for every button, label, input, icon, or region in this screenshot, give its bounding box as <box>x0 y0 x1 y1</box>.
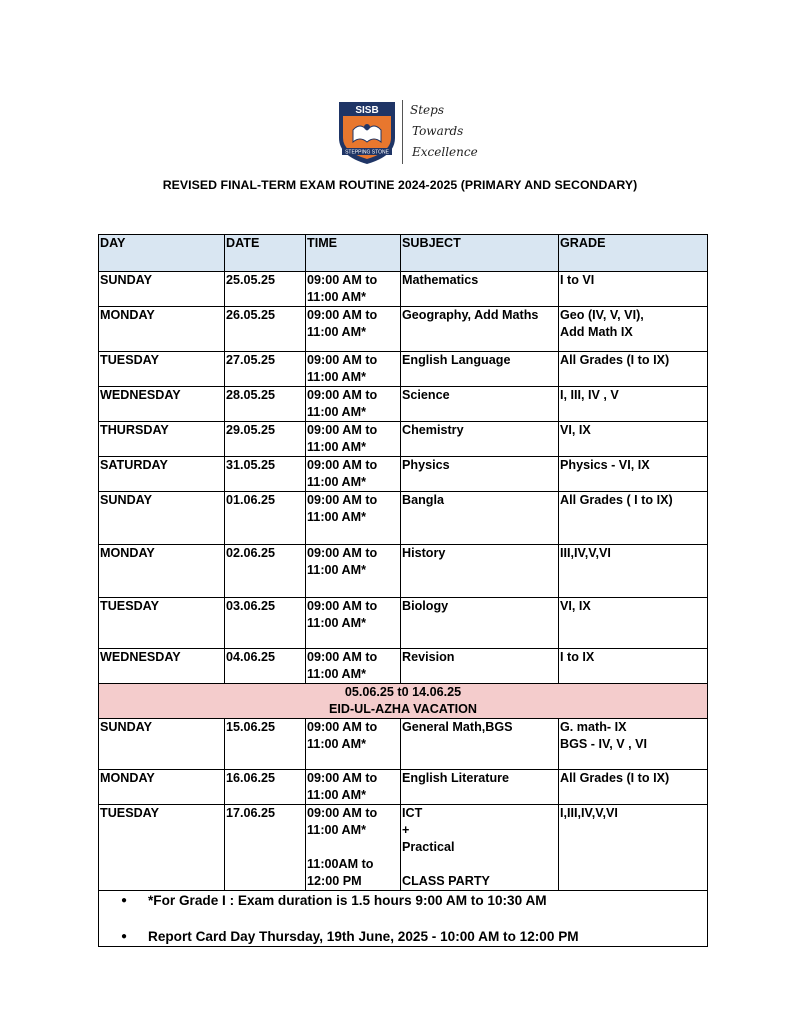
time-cell-line: 11:00 AM* <box>307 563 367 577</box>
tagline-line: Steps <box>410 103 444 117</box>
time-cell-line: 09:00 AM to <box>307 308 378 322</box>
time-cell-line: 11:00 AM* <box>307 823 367 837</box>
date-cell: 03.06.25 <box>225 598 306 649</box>
time-cell-line: 09:00 AM to <box>307 806 378 820</box>
date-cell: 31.05.25 <box>225 457 306 492</box>
time-cell <box>306 545 401 598</box>
grade-cell-line: BGS - IV, V , VI <box>560 737 648 751</box>
grade-cell <box>559 545 708 598</box>
subject-cell-line <box>402 856 557 873</box>
subject-cell <box>401 770 559 805</box>
logo-org-text: SISB <box>355 105 379 116</box>
time-cell-line: 11:00AM to <box>307 857 374 871</box>
time-cell <box>306 770 401 805</box>
school-logo <box>336 98 486 168</box>
date-cell: 27.05.25 <box>225 352 306 387</box>
day-cell: SATURDAY <box>99 457 225 492</box>
grade-cell <box>559 598 708 649</box>
day-cell: MONDAY <box>99 545 225 598</box>
subject-cell-line: + <box>402 823 410 837</box>
page-title: REVISED FINAL-TERM EXAM ROUTINE 2024-2025 (PRIMARY AND SECONDARY) <box>162 178 638 192</box>
time-cell-line: 11:00 AM* <box>307 440 367 454</box>
grade-cell <box>559 457 708 492</box>
subject-cell-line: English Literature <box>402 771 510 785</box>
notes-row <box>99 891 708 947</box>
tagline-line: Towards <box>412 124 464 138</box>
grade-cell-line: I,III,IV,V,VI <box>560 806 618 820</box>
vacation-cell <box>99 684 708 719</box>
grade-cell <box>559 422 708 457</box>
day-cell: WEDNESDAY <box>99 387 225 422</box>
subject-cell-line: ICT <box>402 806 423 820</box>
subject-cell-line: Science <box>402 388 450 402</box>
subject-cell <box>401 387 559 422</box>
time-cell <box>306 352 401 387</box>
table-row <box>99 545 708 598</box>
table-header-row <box>99 235 708 272</box>
time-cell-line: 09:00 AM to <box>307 771 378 785</box>
date-cell: 17.06.25 <box>225 805 306 891</box>
subject-cell <box>401 422 559 457</box>
subject-cell <box>401 457 559 492</box>
table-row <box>99 805 708 891</box>
vacation-dates: 05.06.25 t0 14.06.25 <box>344 685 462 699</box>
table-row <box>99 307 708 352</box>
sisb-crest-icon <box>336 98 398 166</box>
time-cell-line: 11:00 AM* <box>307 475 367 489</box>
grade-cell-line: I to IX <box>560 650 595 664</box>
time-cell-line: 09:00 AM to <box>307 546 378 560</box>
header-subject: SUBJECT <box>401 235 559 272</box>
grade-cell <box>559 805 708 891</box>
subject-cell-line: Bangla <box>402 493 444 507</box>
bullet-icon: ● <box>120 930 128 942</box>
time-cell-line: 11:00 AM* <box>307 370 367 384</box>
date-cell: 01.06.25 <box>225 492 306 545</box>
date-cell: 16.06.25 <box>225 770 306 805</box>
time-cell-line: 11:00 AM* <box>307 737 367 751</box>
date-cell: 15.06.25 <box>225 719 306 770</box>
date-cell: 26.05.25 <box>225 307 306 352</box>
note-item <box>100 927 706 945</box>
table-row <box>99 492 708 545</box>
subject-cell <box>401 307 559 352</box>
time-cell-line: 12:00 PM <box>307 874 362 888</box>
time-cell-line: 09:00 AM to <box>307 273 378 287</box>
day-cell: SUNDAY <box>99 719 225 770</box>
subject-cell <box>401 598 559 649</box>
table-row <box>99 457 708 492</box>
grade-cell <box>559 352 708 387</box>
time-cell-line: 11:00 AM* <box>307 325 367 339</box>
notes-cell <box>99 891 708 947</box>
grade-cell-line: Geo (IV, V, VI), <box>560 308 644 322</box>
grade-cell-line: Add Math IX <box>560 325 633 339</box>
subject-cell <box>401 719 559 770</box>
day-cell: THURSDAY <box>99 422 225 457</box>
day-cell: MONDAY <box>99 307 225 352</box>
subject-cell-line: General Math,BGS <box>402 720 513 734</box>
table-row <box>99 719 708 770</box>
subject-cell-line: Practical <box>402 840 455 854</box>
time-cell <box>306 492 401 545</box>
date-cell: 25.05.25 <box>225 272 306 307</box>
table-row <box>99 422 708 457</box>
time-cell-line: 09:00 AM to <box>307 388 378 402</box>
note-text: *For Grade I : Exam duration is 1.5 hours 9:00 AM to 10:30 AM <box>148 892 547 908</box>
table-row <box>99 770 708 805</box>
grade-cell-line: G. math- IX <box>560 720 627 734</box>
subject-cell-line: Mathematics <box>402 273 479 287</box>
grade-cell <box>559 492 708 545</box>
date-cell: 29.05.25 <box>225 422 306 457</box>
vacation-row <box>99 684 708 719</box>
grade-cell-line: Physics - VI, IX <box>560 458 650 472</box>
grade-cell-line: I to VI <box>560 273 595 287</box>
grade-cell <box>559 387 708 422</box>
time-cell-line: 09:00 AM to <box>307 599 378 613</box>
date-cell: 28.05.25 <box>225 387 306 422</box>
subject-cell <box>401 649 559 684</box>
subject-cell-line: Revision <box>402 650 455 664</box>
note-text: Report Card Day Thursday, 19th June, 2025 - 10:00 AM to 12:00 PM <box>148 928 579 944</box>
subject-cell-line: Geography, Add Maths <box>402 308 539 322</box>
time-cell <box>306 719 401 770</box>
grade-cell <box>559 307 708 352</box>
time-cell-line <box>307 839 399 856</box>
date-cell: 02.06.25 <box>225 545 306 598</box>
time-cell-line: 11:00 AM* <box>307 667 367 681</box>
table-row <box>99 598 708 649</box>
time-cell <box>306 805 401 891</box>
subject-cell-line: English Language <box>402 353 511 367</box>
time-cell <box>306 457 401 492</box>
subject-cell-line: CLASS PARTY <box>402 874 490 888</box>
time-cell <box>306 272 401 307</box>
grade-cell-line: All Grades (I to IX) <box>560 353 670 367</box>
grade-cell-line: All Grades (I to IX) <box>560 771 670 785</box>
grade-cell-line: All Grades ( I to IX) <box>560 493 673 507</box>
table-row <box>99 387 708 422</box>
time-cell-line: 11:00 AM* <box>307 616 367 630</box>
time-cell <box>306 649 401 684</box>
time-cell <box>306 598 401 649</box>
header-date: DATE <box>225 235 306 272</box>
tagline-line: Excellence <box>412 145 478 159</box>
day-cell: WEDNESDAY <box>99 649 225 684</box>
day-cell: SUNDAY <box>99 492 225 545</box>
logo-band-text: STEPPING STONE <box>345 149 389 156</box>
time-cell <box>306 307 401 352</box>
table-row <box>99 272 708 307</box>
header-time: TIME <box>306 235 401 272</box>
time-cell-line: 09:00 AM to <box>307 720 378 734</box>
exam-routine-table <box>98 234 708 947</box>
time-cell-line: 11:00 AM* <box>307 788 367 802</box>
day-cell: SUNDAY <box>99 272 225 307</box>
subject-cell-line: Chemistry <box>402 423 464 437</box>
grade-cell-line: VI, IX <box>560 599 591 613</box>
vacation-label: EID-UL-AZHA VACATION <box>328 702 478 716</box>
grade-cell <box>559 649 708 684</box>
day-cell: TUESDAY <box>99 805 225 891</box>
time-cell <box>306 422 401 457</box>
subject-cell-line: Biology <box>402 599 449 613</box>
subject-cell-line: History <box>402 546 446 560</box>
day-cell: TUESDAY <box>99 352 225 387</box>
time-cell-line: 11:00 AM* <box>307 405 367 419</box>
grade-cell-line: I, III, IV , V <box>560 388 619 402</box>
table-row <box>99 649 708 684</box>
subject-cell <box>401 492 559 545</box>
time-cell-line: 09:00 AM to <box>307 423 378 437</box>
time-cell-line: 09:00 AM to <box>307 650 378 664</box>
date-cell: 04.06.25 <box>225 649 306 684</box>
subject-cell <box>401 805 559 891</box>
time-cell-line: 09:00 AM to <box>307 353 378 367</box>
grade-cell-line: VI, IX <box>560 423 591 437</box>
logo-divider <box>402 100 403 164</box>
grade-cell <box>559 719 708 770</box>
time-cell-line: 09:00 AM to <box>307 493 378 507</box>
grade-cell <box>559 272 708 307</box>
grade-cell <box>559 770 708 805</box>
subject-cell <box>401 272 559 307</box>
time-cell-line: 09:00 AM to <box>307 458 378 472</box>
day-cell: TUESDAY <box>99 598 225 649</box>
grade-cell-line: III,IV,V,VI <box>560 546 611 560</box>
time-cell-line: 11:00 AM* <box>307 290 367 304</box>
note-item <box>100 891 706 909</box>
header-day: DAY <box>99 235 225 272</box>
subject-cell <box>401 352 559 387</box>
time-cell <box>306 387 401 422</box>
subject-cell-line: Physics <box>402 458 450 472</box>
time-cell-line: 11:00 AM* <box>307 510 367 524</box>
header-grade: GRADE <box>559 235 708 272</box>
logo-tagline <box>410 100 478 163</box>
table-row <box>99 352 708 387</box>
day-cell: MONDAY <box>99 770 225 805</box>
bullet-icon: ● <box>120 894 128 906</box>
subject-cell <box>401 545 559 598</box>
